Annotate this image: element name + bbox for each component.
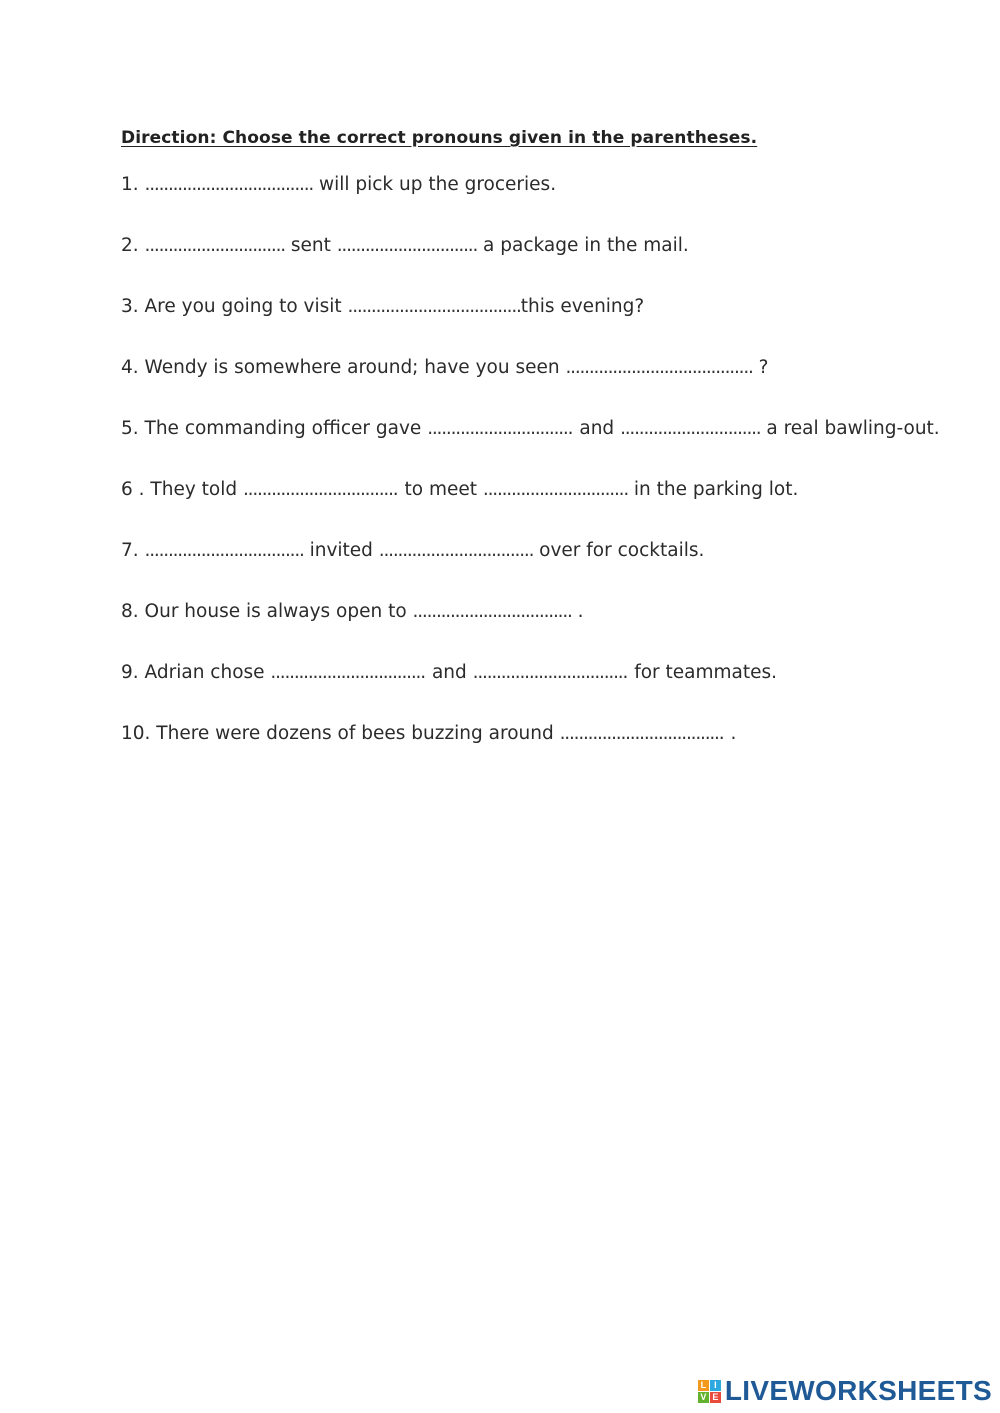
question-10 <box>121 721 961 782</box>
logo-tile: V <box>698 1392 709 1403</box>
answer-blank[interactable]: .............................. <box>620 418 761 439</box>
question-text: 7. <box>121 540 145 561</box>
question-text: . and <box>567 418 621 439</box>
question-text: 9. Adrian chose <box>121 662 271 683</box>
answer-blank[interactable]: .............................. <box>336 235 478 256</box>
direction-heading: Direction: Choose the correct pronouns given in the parentheses. <box>121 128 758 148</box>
question-text: . . <box>718 723 737 744</box>
question-text: . <box>571 601 584 622</box>
logo-text: LIVEWORKSHEETS <box>724 1375 992 1406</box>
question-9 <box>121 660 961 721</box>
question-text: over for cocktails. <box>533 540 705 561</box>
logo-tile: I <box>710 1380 721 1391</box>
question-1 <box>121 172 961 233</box>
question-text: this evening? <box>520 296 645 317</box>
question-text: . to meet <box>392 479 483 500</box>
answer-blank[interactable]: ................................ <box>270 662 421 683</box>
question-text: a package in the mail. <box>477 235 689 256</box>
answer-blank[interactable]: ................................ <box>242 479 393 500</box>
question-7 <box>121 538 961 599</box>
question-text: 5. The commanding officer gave <box>121 418 428 439</box>
question-text: . and <box>420 662 473 683</box>
answer-blank[interactable]: .............................. <box>144 235 285 256</box>
answer-blank[interactable]: ............................... <box>482 479 629 500</box>
question-4 <box>121 355 961 416</box>
liveworksheets-logo <box>698 1375 992 1407</box>
question-text: 10. There were dozens of bees buzzing around <box>121 723 560 744</box>
question-text: a real bawling-out. <box>760 418 940 439</box>
worksheet <box>121 128 961 782</box>
question-text: invited <box>303 540 379 561</box>
answer-blank[interactable]: .................................. <box>412 601 572 622</box>
answer-blank[interactable]: ..................................... <box>347 296 521 317</box>
question-text: will pick up the groceries. <box>313 174 557 195</box>
question-6 <box>121 477 961 538</box>
logo-tile: L <box>698 1380 709 1391</box>
logo-icon <box>698 1380 721 1403</box>
answer-blank[interactable]: ................................ <box>472 662 623 683</box>
question-text: in the parking lot. <box>628 479 799 500</box>
question-3 <box>121 294 961 355</box>
question-text: 1. <box>121 174 145 195</box>
answer-blank[interactable]: ........................................ <box>565 357 753 378</box>
question-8 <box>121 599 961 660</box>
question-5 <box>121 416 961 477</box>
question-text: sent <box>284 235 337 256</box>
question-text: . for teammates. <box>622 662 778 683</box>
question-text: 4. Wendy is somewhere around; have you seen <box>121 357 566 378</box>
answer-blank[interactable]: ................................. <box>378 540 534 561</box>
answer-blank[interactable]: .................................. <box>144 540 304 561</box>
question-text: 2. <box>121 235 145 256</box>
logo-tile: E <box>710 1392 721 1403</box>
question-text: 3. Are you going to visit <box>121 296 348 317</box>
question-text: ? <box>752 357 769 378</box>
answer-blank[interactable]: .............................. <box>427 418 568 439</box>
answer-blank[interactable]: .................................... <box>144 174 314 195</box>
question-text: 6 . They told <box>121 479 243 500</box>
question-text: 8. Our house is always open to <box>121 601 413 622</box>
answer-blank[interactable]: .................................. <box>559 723 719 744</box>
question-2 <box>121 233 961 294</box>
